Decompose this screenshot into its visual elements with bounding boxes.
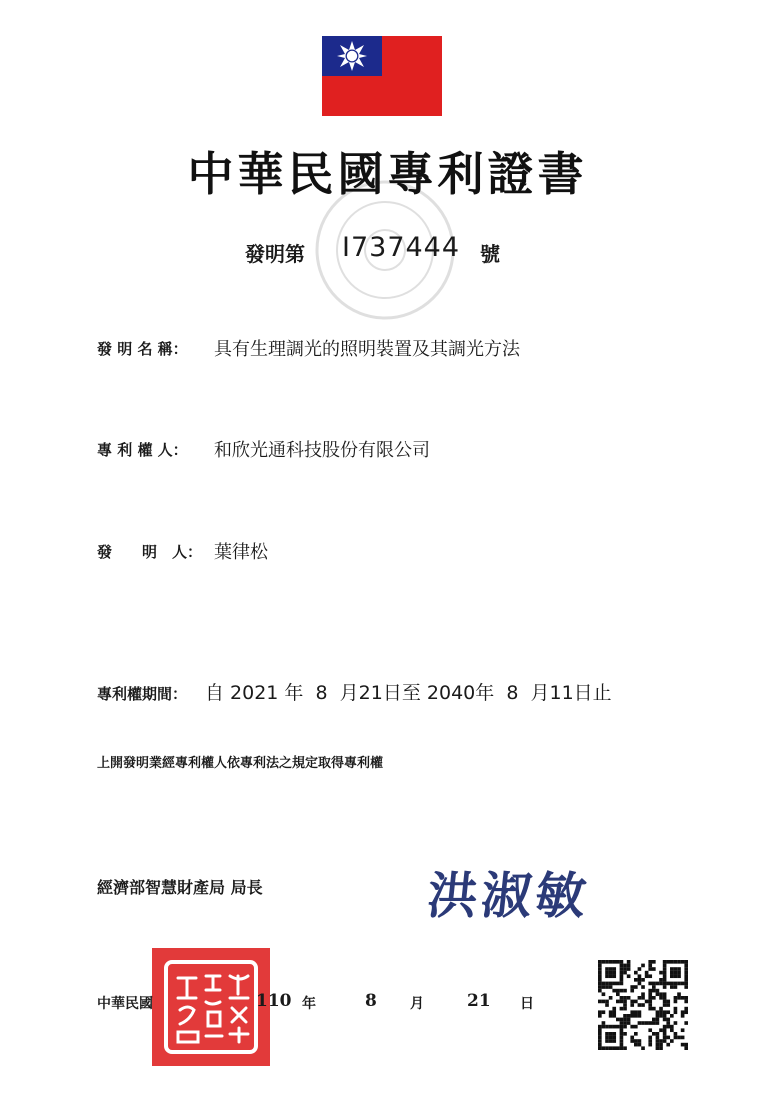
issue-date-day: 21 [467,991,491,1011]
inventor-value: 葉律松 [214,542,268,563]
qr-code-icon [598,960,688,1050]
issue-date-year: 110 [256,991,292,1011]
patentee-value: 和欣光通科技股份有限公司 [214,440,430,461]
grant-statement: 上開發明業經專利權人依專利法之規定取得專利權 [97,756,384,771]
flag-emblem [322,36,442,116]
patent-number-suffix: 號 [480,242,500,266]
director-signature: 洪淑敏 [424,866,593,925]
patent-term-value: 自 2021 年 8 月21日至 2040年 8 月11日止 [205,682,612,704]
certificate-title: 中華民國專利證書 [187,147,588,201]
inventor-label: 發 明 人： [97,543,203,561]
invention-title-value: 具有生理調光的照明裝置及其調光方法 [214,339,520,360]
patent-number: I737444 [342,232,461,263]
issue-date-month-unit: 月 [410,996,424,1012]
issue-date-day-unit: 日 [520,996,534,1012]
invention-title-label: 發 明 名 稱： [97,340,188,358]
patent-number-label: 發明第 [245,242,305,266]
issue-date-year-unit: 年 [302,996,316,1012]
official-seal-icon [152,948,270,1066]
patentee-label: 專 利 權 人： [97,441,188,459]
patent-term-label: 專利權期間： [97,685,188,703]
issuer-title: 經濟部智慧財產局 局長 [97,878,263,897]
issue-date-era: 中華民國 [97,996,153,1012]
issue-date-month: 8 [365,991,377,1011]
